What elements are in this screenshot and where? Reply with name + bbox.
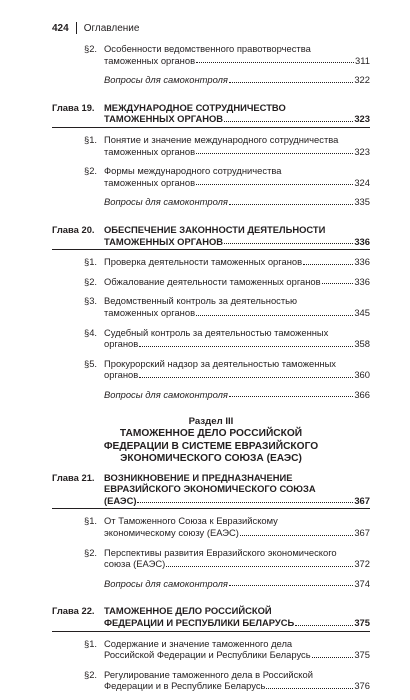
toc-section-entry[interactable] [52,547,370,570]
toc-review-questions-entry[interactable] [52,578,370,590]
page-number: 424 [52,22,69,34]
toc-entry-title-line: МЕЖДУНАРОДНОЕ СОТРУДНИЧЕСТВО [104,101,286,113]
section-heading [52,416,370,465]
toc-page-number: 376 [354,680,370,692]
toc-page-number: 360 [354,369,370,381]
dot-leader [196,184,353,185]
toc-entry-number: Глава 19. [52,101,95,113]
toc-entry-title-line: экономическому союзу (ЕАЭС) [104,527,239,539]
dot-leader [229,204,353,205]
toc-entry-number: §1. [84,133,98,145]
dot-leader [322,283,354,284]
toc-entry-title-line: органов [104,369,139,381]
toc-section-entry[interactable] [52,256,370,268]
toc-entry-title-line: Содержание и значение таможенного дела [104,637,293,649]
toc-section-entry[interactable] [52,134,370,157]
toc-entry-title-line: ТАМОЖЕННЫХ ОРГАНОВ [104,113,224,125]
toc-entry-title-line: Проверка деятельности таможенных органов [104,256,303,268]
toc-entry-title-line: (ЕАЭС) [104,494,137,506]
section-label: Раздел III [188,416,234,428]
dot-leader [137,502,353,503]
toc-entry-number: §2. [84,43,98,54]
dot-leader [139,377,353,378]
toc-review-questions-entry[interactable] [52,389,370,401]
toc-entry-number: §3. [84,295,98,307]
toc-section-entry[interactable] [52,295,370,318]
toc-entry-title-line: Формы международного сотрудничества [104,165,282,177]
toc-entry-title-line: таможенных органов [104,145,196,157]
toc-entry-number: Глава 20. [52,223,95,235]
toc-entry-number: §2. [84,546,98,558]
toc-review-questions-entry[interactable] [52,74,370,86]
dot-leader [196,153,353,154]
toc-entry-title-line: союза (ЕАЭС) [104,558,166,570]
toc-entry-title-line: Вопросы для самоконтроля [104,196,228,208]
toc-entry-title-line: От Таможенного Союза к Евразийскому [104,515,278,527]
dot-leader [312,657,354,658]
toc-entry-number: §2. [84,275,98,287]
toc-chapter-entry[interactable] [52,472,370,507]
toc-entry-title-line: органов [104,338,139,350]
toc-page-number: 375 [354,617,370,629]
toc-section-entry[interactable] [52,43,370,66]
toc-entry-title-line: ТАМОЖЕННЫХ ОРГАНОВ [104,235,224,247]
toc-entry-number: §1. [84,515,98,527]
toc-entry-number: §5. [84,357,98,369]
toc-chapter-entry[interactable] [52,224,370,247]
header-divider [76,22,77,34]
section-title-line: ФЕДЕРАЦИИ В СИСТЕМЕ ЕВРАЗИЙСКОГО [103,440,319,452]
toc-entry-title-line: ФЕДЕРАЦИИ И РЕСПУБЛИКИ БЕЛАРУСЬ [104,617,295,629]
toc-page-number: 375 [354,649,370,661]
toc-entry-title-line: Федерации и в Республике Беларусь [104,680,266,692]
toc-entry-title-line: Ведомственный контроль за деятельностью [104,295,298,307]
toc-entry-number: §2. [84,165,98,177]
toc-entry-title-line: ЕВРАЗИЙСКОГО ЭКОНОМИЧЕСКОГО СОЮЗА [104,483,316,495]
running-title: Оглавление [83,22,140,34]
toc-list-part-1 [52,43,370,408]
toc-entry-title-line: ТАМОЖЕННОЕ ДЕЛО РОССИЙСКОЙ [104,605,272,617]
toc-entry-title-line: Обжалование деятельности таможенных органов [104,275,321,287]
toc-page-number: 367 [354,527,370,539]
chapter-rule [52,508,370,509]
toc-entry-title-line: таможенных органов [104,54,196,66]
toc-page-number: 323 [354,145,370,157]
toc-section-entry[interactable] [52,638,370,661]
chapter-rule [52,249,370,250]
table-of-contents [52,43,370,700]
toc-section-entry[interactable] [52,669,370,692]
toc-entry-title-line: Регулирование таможенного дела в Российской [104,668,313,680]
toc-entry-number: §1. [84,256,98,268]
toc-chapter-entry[interactable] [52,102,370,125]
toc-list-part-2 [52,472,370,700]
chapter-rule [52,127,370,128]
dot-leader [224,243,353,244]
dot-leader [266,688,353,689]
toc-entry-title-line: Судебный контроль за деятельностью таможенных [104,326,329,338]
toc-page-number: 336 [354,256,370,268]
dot-leader [240,535,353,536]
toc-entry-title-line: ВОЗНИКНОВЕНИЕ И ПРЕДНАЗНАЧЕНИЕ [104,471,293,483]
toc-page-number: 322 [354,74,370,86]
toc-page-number: 323 [354,113,370,125]
section-title-line: ЭКОНОМИЧЕСКОГО СОЮЗА (ЕАЭС) [120,453,302,465]
dot-leader [166,566,353,567]
dot-leader [295,625,353,626]
toc-review-questions-entry[interactable] [52,196,370,208]
toc-section-entry[interactable] [52,327,370,350]
toc-page-number: 358 [354,338,370,350]
toc-entry-title-line: Особенности ведомственного правотворчества [104,43,311,54]
toc-page-number: 367 [354,494,370,506]
toc-page-number: 311 [355,54,370,66]
toc-entry-title-line: Прокурорский надзор за деятельностью таможенных [104,357,336,369]
running-header [52,20,352,36]
chapter-rule [52,631,370,632]
toc-entry-number: Глава 21. [52,471,95,483]
toc-page-number: 336 [354,275,370,287]
toc-entry-title-line: таможенных органов [104,176,196,188]
dot-leader [196,62,354,63]
toc-section-entry[interactable] [52,515,370,538]
toc-entry-title-line: Понятие и значение международного сотрудничества [104,133,339,145]
dot-leader [229,585,353,586]
dot-leader [229,396,353,397]
toc-section-entry[interactable] [52,165,370,188]
toc-entry-title-line: таможенных органов [104,306,196,318]
toc-entry-number: §2. [84,668,98,680]
toc-entry-number: §1. [84,637,98,649]
toc-chapter-entry[interactable] [52,605,370,628]
toc-entry-number: §4. [84,326,98,338]
toc-page-number: 336 [354,235,370,247]
dot-leader [196,315,353,316]
toc-entry-title-line: Российской Федерации и Республики Беларусь [104,649,311,661]
toc-page-number: 345 [354,306,370,318]
section-title-line: ТАМОЖЕННОЕ ДЕЛО РОССИЙСКОЙ [119,428,303,440]
toc-entry-title-line: Вопросы для самоконтроля [104,74,228,86]
toc-section-entry[interactable] [52,276,370,288]
toc-page-number: 366 [354,388,370,400]
toc-entry-title-line: Вопросы для самоконтроля [104,388,228,400]
toc-page-number: 374 [354,577,370,589]
dot-leader [224,121,353,122]
toc-section-entry[interactable] [52,358,370,381]
toc-page-number: 335 [354,196,370,208]
toc-entry-title-line: Вопросы для самоконтроля [104,577,228,589]
toc-page-number: 324 [354,176,370,188]
dot-leader [229,82,353,83]
toc-entry-title-line: ОБЕСПЕЧЕНИЕ ЗАКОННОСТИ ДЕЯТЕЛЬНОСТИ [104,223,326,235]
dot-leader [139,346,353,347]
dot-leader [303,264,353,265]
toc-entry-number: Глава 22. [52,605,95,617]
toc-entry-title-line: Перспективы развития Евразийского экономического [104,546,337,558]
toc-page-number: 372 [354,558,370,570]
